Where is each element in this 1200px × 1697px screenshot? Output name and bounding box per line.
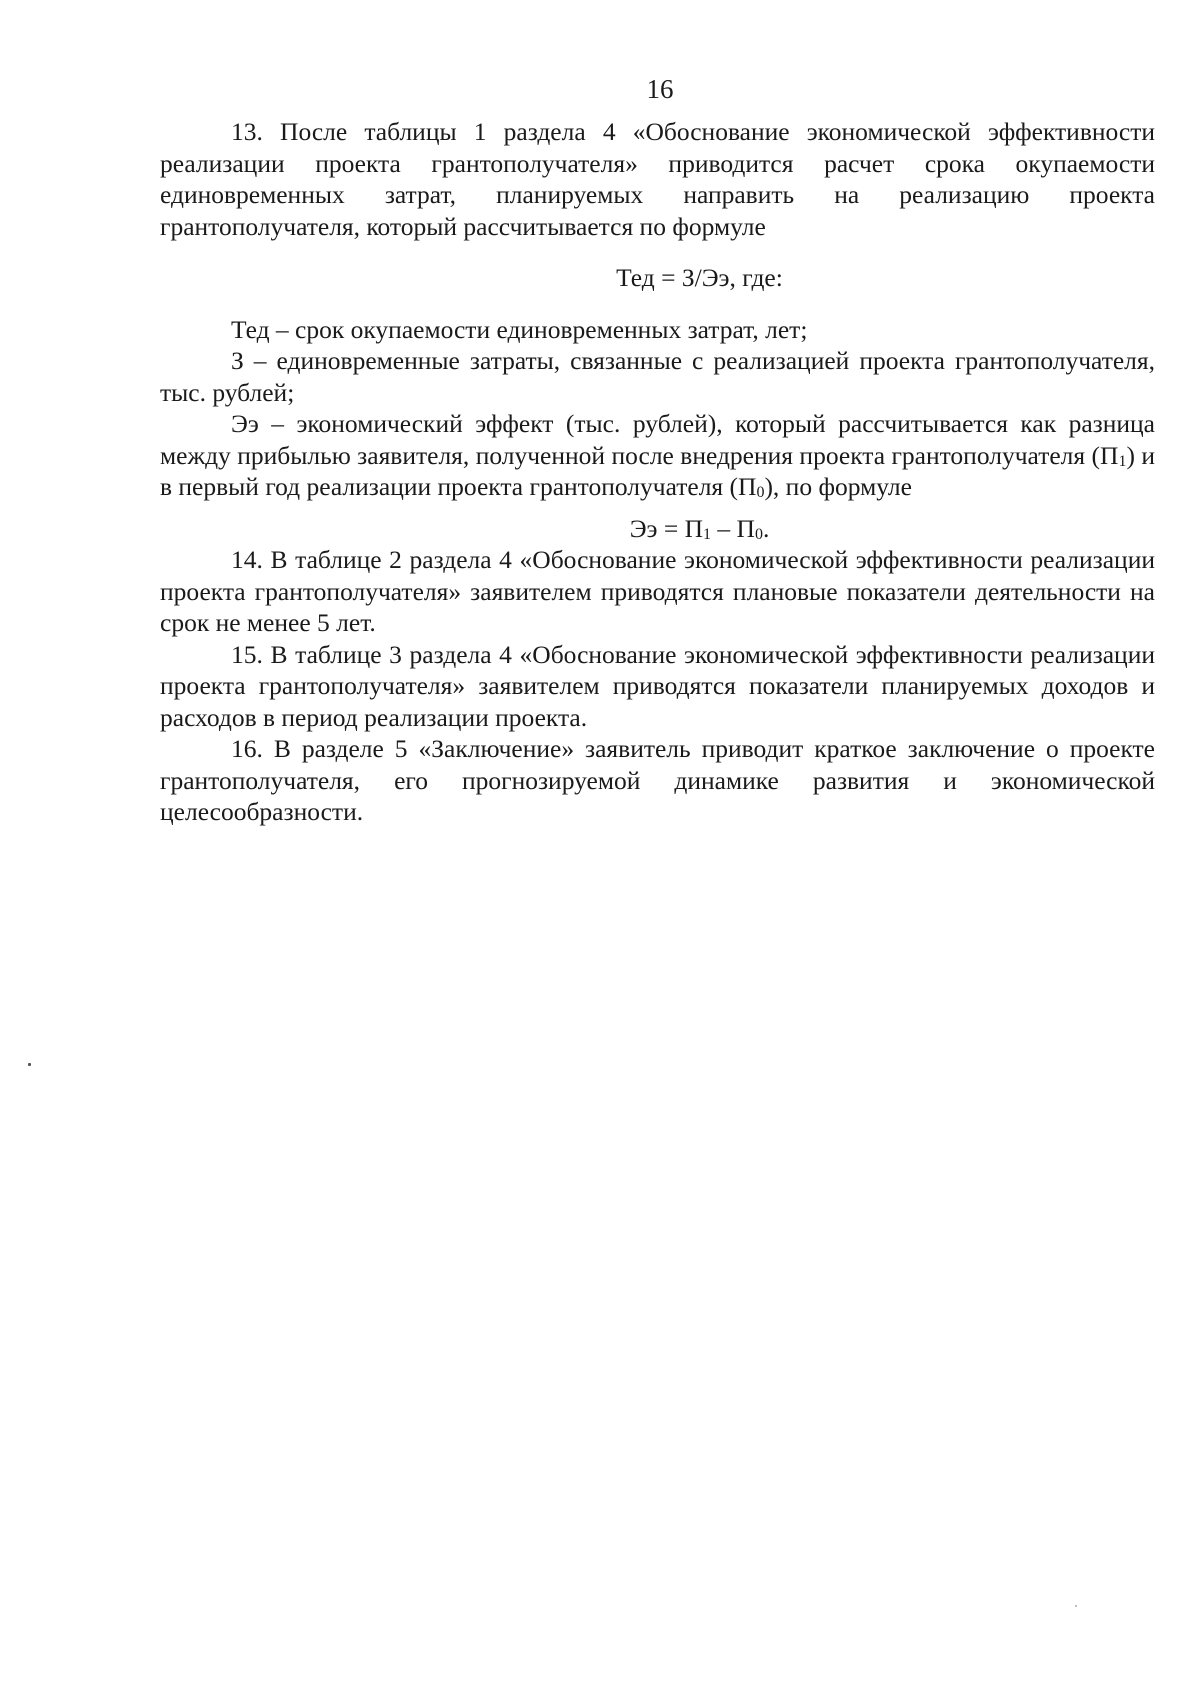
effect-formula-sub0: 0 <box>754 525 763 543</box>
definition-ee-part1: Ээ – экономический эффект (тыс. рублей), который рассчитывается как разница между прибылью заявителя, полученной после внедрения проекта грантополучателя (П <box>160 409 1155 470</box>
paragraph-16: 16. В разделе 5 «Заключение» заявитель приводит краткое заключение о проекте грантополучателя, его прогнозируемой динамике развития и экономической целесообразности. <box>160 734 1155 826</box>
definition-ee-sub1: 1 <box>1118 452 1127 470</box>
paragraph-13: 13. После таблицы 1 раздела 4 «Обоснование экономической эффективности реализации проекта грантополучателя» приводится расчет срока окупаемости единовременных затрат, планируемых направить на реализацию проекта грантополучателя, который рассчитывается по формуле <box>160 117 1155 241</box>
document-body <box>160 116 1155 828</box>
definition-ee-sub0: 0 <box>756 484 765 501</box>
paragraph-14: 14. В таблице 2 раздела 4 «Обоснование экономической эффективности реализации проекта грантополучателя» заявителем приводятся плановые показатели деятельности на срок не менее 5 лет. <box>160 545 1155 637</box>
effect-formula-lhs: Ээ = П <box>629 513 704 543</box>
effect-formula-mid: – П <box>711 513 755 543</box>
effect-formula-sub1: 1 <box>703 525 712 543</box>
definition-z: З – единовременные затраты, связанные с реализацией проекта грантополучателя, тыс. рублей; <box>160 346 1155 407</box>
scan-speck <box>1075 1605 1077 1607</box>
payback-formula: Тед = З/Ээ, где: <box>616 263 783 292</box>
page-number: 16 <box>646 74 674 104</box>
definition-ee-part2: ) и в первый год реализации проекта грантополучателя (П <box>160 440 1155 501</box>
definition-ee-part3: ), по формуле <box>764 472 912 501</box>
effect-formula <box>160 513 1155 545</box>
scan-speck <box>28 1063 31 1066</box>
definition-ee <box>160 408 1155 503</box>
paragraph-15: 15. В таблице 3 раздела 4 «Обоснование экономической эффективности реализации проекта грантополучателя» заявителем приводятся показатели планируемых доходов и расходов в период реализации проекта. <box>160 639 1155 732</box>
definition-ted: Тед – срок окупаемости единовременных затрат, лет; <box>231 314 808 344</box>
effect-formula-end: . <box>762 513 770 543</box>
